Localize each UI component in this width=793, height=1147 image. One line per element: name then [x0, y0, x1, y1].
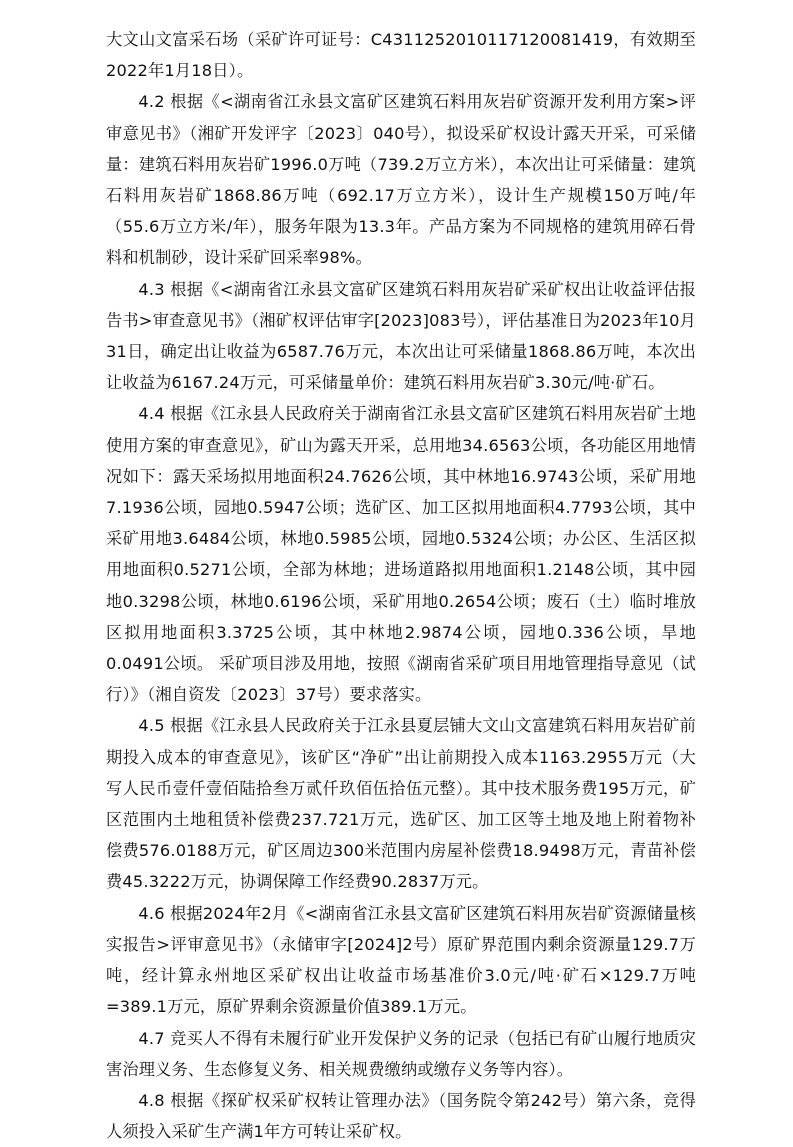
paragraph-4-7: 4.7 竞买人不得有未履行矿业开发保护义务的记录（包括已有矿山履行地质灾害治理义务、生态修复义务、相关规费缴纳或缴存义务等内容）。 — [106, 1028, 696, 1079]
document-page — [106, 24, 696, 1147]
paragraph-4-5: 4.5 根据《江永县人民政府关于江永县夏层铺大文山文富建筑石料用灰岩矿前期投入成本的审查意见》，该矿区“净矿”出让前期投入成本1163.2955万元（大写人民币壹仟壹佰陆拾叁万贰仟玖佰伍拾伍元整）。其中技术服务费195万元，矿区范围内土地租赁补偿费237.721万元，选矿区、加工区等土地及地上附着物补偿费576.0188万元，矿区周边300米范围内房屋补偿费18.9498万元，青苗补偿费45.3222万元，协调保障工作经费90.2837万元。 — [106, 716, 696, 892]
paragraph-4-4: 4.4 根据《江永县人民政府关于湖南省江永县文富矿区建筑石料用灰岩矿土地使用方案的审查意见》，矿山为露天开采，总用地34.6563公顷，各功能区用地情况如下：露天采场拟用地面积24.7626公顷，其中林地16.9743公顷，采矿用地7.1936公顷，园地0.5947公顷；选矿区、加工区拟用地面积4.7793公顷，其中采矿用地3.6484公顷，林地0.5985公顷，园地0.5324公顷；办公区、生活区拟用地面积0.5271公顷，全部为林地；进场道路拟用地面积1.2148公顷，其中园地0.3298公顷，林地0.6196公顷，采矿用地0.2654公顷；废石（土）临时堆放区拟用地面积3.3725公顷，其中林地2.9874公顷，园地0.336公顷，旱地0.0491公顷。 采矿项目涉及用地，按照《湖南省采矿项目用地管理指导意见（试行）》（湘自资发〔2023〕37号）要求落实。 — [106, 404, 696, 705]
paragraph-4-6: 4.6 根据2024年2月《<湖南省江永县文富矿区建筑石料用灰岩矿资源储量核实报告>评审意见书》（永储审字[2024]2号）原矿界范围内剩余资源量129.7万吨，经计算永州地区采矿权出让收益市场基准价3.0元/吨·矿石×129.7万吨=389.1万元，原矿界剩余资源量价值389.1万元。 — [106, 903, 696, 1017]
paragraph-4-3: 4.3 根据《<湖南省江永县文富矿区建筑石料用灰岩矿采矿权出让收益评估报告书>审查意见书》（湘矿权评估审字[2023]083号），评估基准日为2023年10月31日，确定出让收益为6587.76万元，本次出让可采储量1868.86万吨，本次出让收益为6167.24万元，可采储量单价：建筑石料用灰岩矿3.30元/吨·矿石。 — [106, 279, 696, 393]
paragraph-4-2: 4.2 根据《<湖南省江永县文富矿区建筑石料用灰岩矿资源开发利用方案>评审意见书》（湘矿开发评字〔2023〕040号），拟设采矿权设计露天开采，可采储量：建筑石料用灰岩矿1996.0万吨（739.2万立方米），本次出让可采储量：建筑石料用灰岩矿1868.86万吨（692.17万立方米），设计生产规模150万吨/年（55.6万立方米/年），服务年限为13.3年。产品方案为不同规格的建筑用碎石骨料和机制砂，设计采矿回采率98%。 — [106, 92, 696, 268]
paragraph-continued: 大文山文富采石场（采矿许可证号：C4311252010117120081419，有效期至2022年1月18日）。 — [106, 30, 696, 81]
paragraph-4-8: 4.8 根据《探矿权采矿权转让管理办法》（国务院令第242号）第六条，竞得人须投入采矿生产满1年方可转让采矿权。 — [106, 1090, 696, 1142]
